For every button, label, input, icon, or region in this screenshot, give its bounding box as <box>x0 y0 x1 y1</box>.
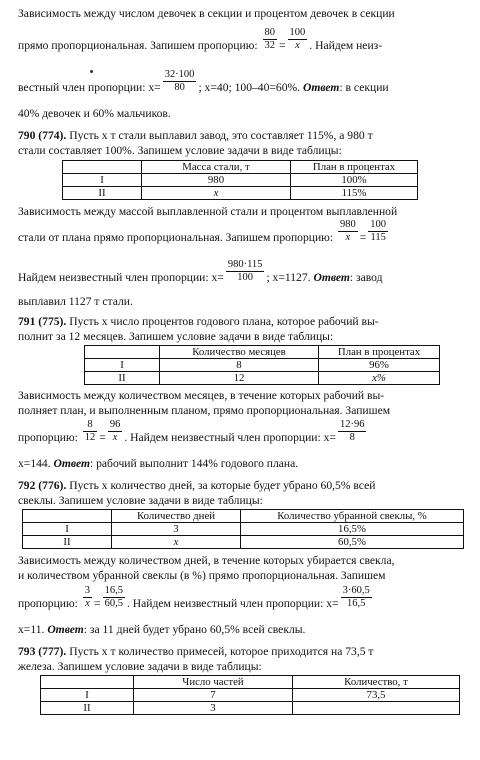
table-cell <box>293 702 460 715</box>
text: полнит за 12 месяцев. Запишем условие задачи в виде таблицы: <box>18 330 334 343</box>
table-row <box>63 174 418 187</box>
table-791 <box>84 345 440 385</box>
table-cell: 8 <box>160 359 319 372</box>
table-792 <box>22 509 464 549</box>
table-row <box>41 702 460 715</box>
text: вестный член пропорции: x= <box>18 81 161 94</box>
text: x=11. <box>18 623 45 636</box>
denominator: x <box>345 231 351 243</box>
text: пропорцию: <box>18 597 78 610</box>
fraction <box>103 585 125 610</box>
answer-label: Ответ <box>53 457 90 470</box>
table-row <box>41 689 460 702</box>
text: Пусть x количество дней, за которые будет убрано 60,5% всей <box>69 479 376 492</box>
table-cell: 73,5 <box>293 689 460 702</box>
table-cell: 980 <box>142 174 291 187</box>
table-header-cell <box>23 510 112 523</box>
problem-790-line-4: стали от плана прямо пропорциональная. Запишем пропорцию: $\frac{980}{x}$ = $\frac{100}{115}$ <box>18 218 387 244</box>
table-row <box>85 359 440 372</box>
denominator: 32 <box>264 39 275 51</box>
denominator: 16,5 <box>346 597 366 609</box>
text: Найдем неизвестный член пропорции: x= <box>18 271 224 284</box>
problem-792-line-6 <box>18 622 464 637</box>
denominator: 80 <box>174 81 185 93</box>
text: свеклы. Запишем условие задачи в виде таблицы: <box>18 494 263 507</box>
table-cell: II <box>85 372 160 385</box>
table-header-cell: Количество убранной свеклы, % <box>241 510 464 523</box>
numerator: 100 <box>289 26 306 38</box>
denominator: x <box>85 597 90 609</box>
text: . Найдем неиз- <box>309 39 383 52</box>
text: и количеством убранной свеклы (в %) прямо пропорциональная. Запишем <box>18 569 386 582</box>
problem-791-line-4 <box>18 403 464 418</box>
numerator: 980·115 <box>227 258 263 270</box>
table-cell: I <box>63 174 142 187</box>
denominator: x <box>112 431 118 443</box>
print-speck <box>90 70 93 73</box>
problem-791-line-1 <box>18 314 464 329</box>
intro-line-2: прямо пропорциональная. Запишем пропорцию: $\frac{80}{32}$ = $\frac{100}{x}$ . Найдем неиз- <box>18 26 383 52</box>
problem-791-line-5: пропорцию: $\frac{8}{12}$ = $\frac{96}{x}$ . Найдем неизвестный член пропорции: x= $\frac{12\cdot 96}{8}$ <box>18 418 365 444</box>
table-row <box>63 187 418 200</box>
denominator: 12 <box>84 431 96 443</box>
text: железа. Запишем условие задачи в виде таблицы: <box>18 660 262 673</box>
table-header-cell: План в процентах <box>319 346 440 359</box>
denominator: 100 <box>237 271 253 283</box>
numerator: 100 <box>370 218 387 230</box>
problem-792-line-4 <box>18 568 464 583</box>
numerator: 32·100 <box>164 68 195 80</box>
table-header-row <box>41 676 460 689</box>
numerator: 96 <box>109 418 121 430</box>
table-header-cell: Масса стали, т <box>142 161 291 174</box>
numerator: 8 <box>83 419 98 432</box>
table-header-cell: Количество дней <box>112 510 241 523</box>
problem-792-line-5: пропорцию: $\frac{3}{x}$ = $\frac{16,5}{60,5}$ . Найдем неизвестный член пропорции: x= $\frac{3\cdot 60,5}{16,5}$ <box>18 584 370 610</box>
table-cell: 115% <box>291 187 418 200</box>
table-header-cell <box>63 161 142 174</box>
answer-label: Ответ <box>313 271 350 284</box>
problem-791-line-2 <box>18 329 464 344</box>
numerator: 16,5 <box>104 584 123 596</box>
fraction <box>368 219 388 244</box>
table-cell: 100% <box>291 174 418 187</box>
text: стали от плана прямо пропорциональная. Запишем пропорцию: <box>18 231 334 244</box>
fraction <box>83 585 92 610</box>
table-row <box>85 372 440 385</box>
table-header-cell <box>85 346 160 359</box>
table-cell: I <box>85 359 160 372</box>
fraction <box>83 419 98 444</box>
table-cell: II <box>63 187 142 200</box>
table-cell: 96% <box>319 359 440 372</box>
text: Пусть x т стали выплавил завод, это составляет 115%, а 980 т <box>69 129 373 142</box>
text: пропорцию: <box>18 431 78 444</box>
table-header-cell: План в процентах <box>291 161 418 174</box>
fraction <box>338 219 358 244</box>
table-header-cell: Количество, т <box>293 676 460 689</box>
text: Зависимость между массой выплавленной стали и процентом выплавленной <box>18 205 398 218</box>
text: выплавил 1127 т стали. <box>18 295 133 308</box>
text: . Найдем неизвестный член пропорции: x= <box>126 597 339 610</box>
table-header-cell: Число частей <box>134 676 293 689</box>
answer-label: Ответ <box>302 81 340 94</box>
numerator: 980 <box>339 218 356 230</box>
table-header-cell: Количество месяцев <box>160 346 319 359</box>
text: стали составляет 100%. Запишем условие задачи в виде таблицы: <box>18 144 342 157</box>
text: : в секции <box>339 81 389 94</box>
table-790 <box>62 160 418 200</box>
problem-number: 793 (777). <box>18 645 67 658</box>
numerator: 3·60,5 <box>342 584 370 596</box>
problem-792-line-2 <box>18 493 464 508</box>
table-cell: 12 <box>160 372 319 385</box>
text: полняет план, и выполненным планом, прямо пропорциональная. Запишем <box>18 404 391 417</box>
table-cell: I <box>23 523 112 536</box>
text: : завод <box>349 271 383 284</box>
fraction <box>338 419 367 444</box>
fraction <box>288 27 308 52</box>
text: 40% девочек и 60% мальчиков. <box>18 107 171 120</box>
table-cell: I <box>41 689 134 702</box>
text: : за 11 дней будет убрано 60,5% всей свеклы. <box>83 623 306 636</box>
intro-line-1 <box>18 6 464 21</box>
text: Пусть x т количество примесей, которое приходится на 73,5 т <box>69 645 374 658</box>
problem-791-line-6 <box>18 456 464 471</box>
fraction <box>163 69 197 94</box>
fraction <box>108 419 123 444</box>
problem-791-line-3 <box>18 388 464 403</box>
denominator: 60,5 <box>104 597 123 609</box>
text: Зависимость между числом девочек в секции и процентом девочек в секции <box>18 7 395 20</box>
problem-number: 791 (775). <box>18 315 67 328</box>
problem-793-line-2 <box>18 659 464 674</box>
table-row <box>23 523 464 536</box>
answer-label: Ответ <box>47 623 84 636</box>
problem-790-line-1 <box>18 128 464 143</box>
intro-line-4 <box>18 106 464 121</box>
denominator: 115 <box>370 231 386 243</box>
text: прямо пропорциональная. Запишем пропорцию: <box>18 39 258 52</box>
fraction <box>226 259 265 284</box>
table-cell: x% <box>319 372 440 385</box>
problem-number: 790 (774). <box>18 129 67 142</box>
table-cell: x <box>142 187 291 200</box>
table-cell: 3 <box>134 702 293 715</box>
table-header-cell <box>41 676 134 689</box>
text: Зависимость между количеством дней, в течение которых убирается свекла, <box>18 554 395 567</box>
table-793 <box>40 675 460 715</box>
table-cell: 7 <box>134 689 293 702</box>
text: ; x=1127. <box>266 271 311 284</box>
table-header-row <box>63 161 418 174</box>
table-cell: x <box>112 536 241 549</box>
table-cell: 60,5% <box>241 536 464 549</box>
problem-792-line-1 <box>18 478 464 493</box>
table-cell: II <box>23 536 112 549</box>
numerator: 3 <box>84 584 91 596</box>
table-row <box>23 536 464 549</box>
problem-790-line-6 <box>18 294 464 309</box>
text: : рабочий выполнит 144% годового плана. <box>89 457 299 470</box>
text: Пусть x число процентов годового плана, которое рабочий вы- <box>69 315 379 328</box>
problem-790-line-2 <box>18 143 464 158</box>
denominator: x <box>295 39 300 51</box>
problem-793-line-1 <box>18 644 464 659</box>
table-cell: II <box>41 702 134 715</box>
problem-790-line-3 <box>18 204 464 219</box>
denominator: 8 <box>349 431 355 443</box>
numerator: 12·96 <box>339 418 365 430</box>
table-cell: 3 <box>112 523 241 536</box>
problem-792-line-3 <box>18 553 464 568</box>
problem-number: 792 (776). <box>18 479 67 492</box>
table-header-row <box>85 346 440 359</box>
fraction <box>263 27 278 52</box>
table-header-row <box>23 510 464 523</box>
numerator: 80 <box>264 26 275 38</box>
text: ; x=40; 100–40=60%. <box>198 81 301 94</box>
fraction <box>341 585 372 610</box>
text: x=144. <box>18 457 51 470</box>
text: . Найдем неизвестный член пропорции: x= <box>124 431 336 444</box>
table-cell: 16,5% <box>241 523 464 536</box>
text: Зависимость между количеством месяцев, в течение которых рабочий вы- <box>18 389 385 402</box>
